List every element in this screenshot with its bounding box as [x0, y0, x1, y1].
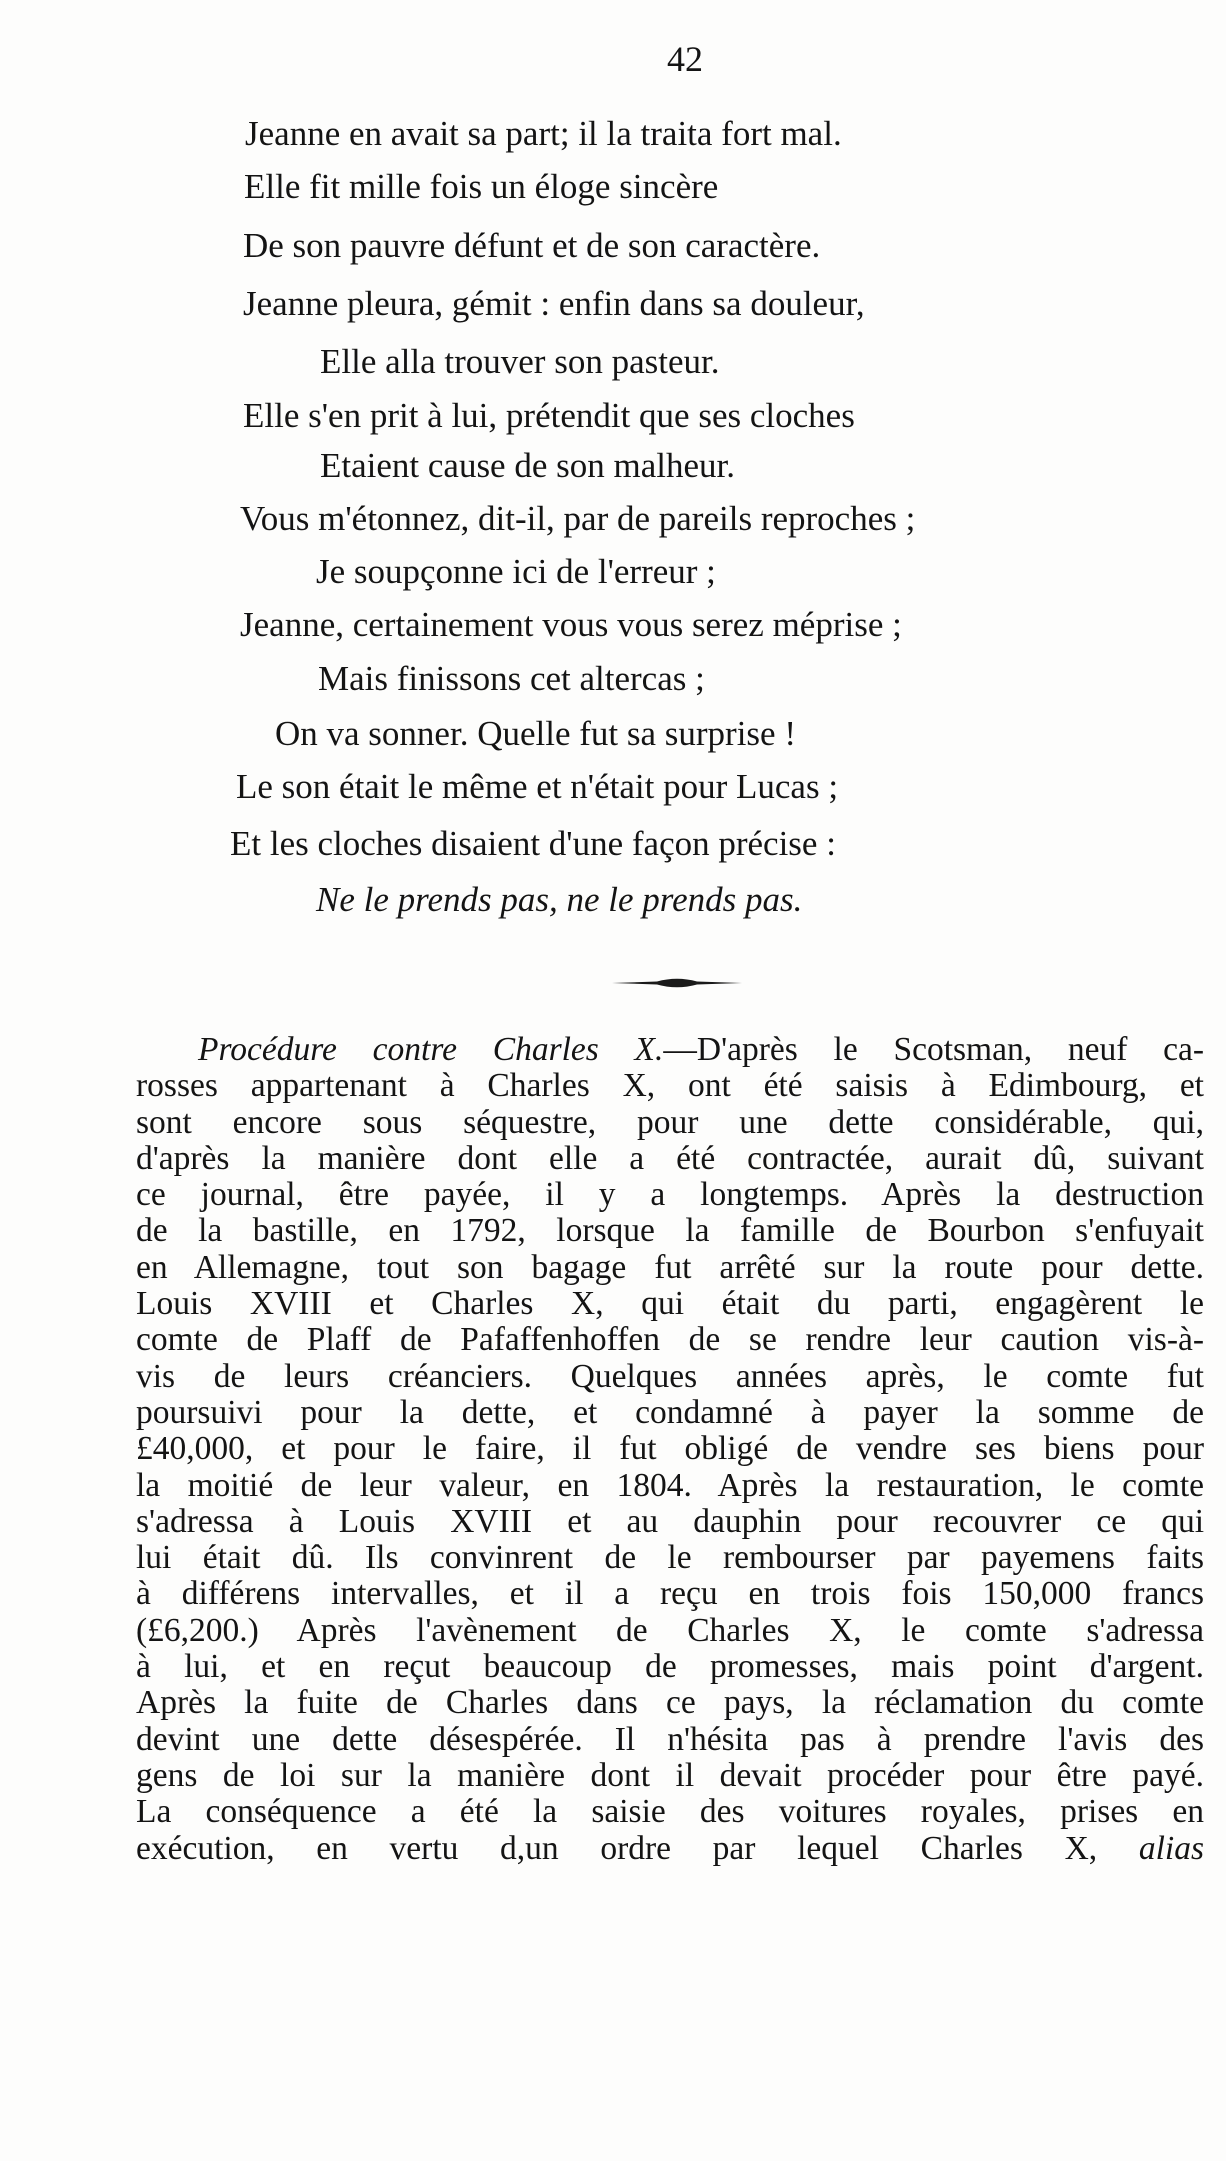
poem-refrain: Ne le prends pas, ne le prends pas. [316, 880, 803, 919]
article-line: rosses appartenant à Charles X, ont été saisis à Edimbourg, et [136, 1067, 1204, 1105]
article-line: gens de loi sur la manière dont il devait procéder pour être payé. [136, 1756, 1204, 1794]
poem-line: Jeanne, certainement vous vous serez méprise ; [240, 605, 902, 644]
poem-line: Vous m'étonnez, dit-il, par de pareils reproches ; [240, 499, 916, 538]
article-line: lui était dû. Ils convinrent de le rembourser par payemens faits [136, 1539, 1204, 1577]
article-line: vis de leurs créanciers. Quelques années après, le comte fut [136, 1357, 1204, 1395]
poem-line: On va sonner. Quelle fut sa surprise ! [275, 714, 796, 753]
poem-line: Elle s'en prit à lui, prétendit que ses cloches [243, 396, 855, 435]
poem-line: Je soupçonne ici de l'erreur ; [316, 552, 716, 591]
article-line: sont encore sous séquestre, pour une dette considérable, qui, [136, 1103, 1204, 1141]
article-text: exécution, en vertu d,un ordre par lequel Charles X, [136, 1829, 1098, 1867]
article-line: poursuivi pour la dette, et condamné à payer la somme de [136, 1393, 1204, 1431]
page-number: 42 [667, 39, 703, 79]
article-last-line [136, 1831, 1204, 1867]
news-article [136, 1032, 1204, 1867]
article-line: d'après la manière dont elle a été contractée, aurait dû, suivant [136, 1139, 1204, 1177]
article-line: en Allemagne, tout son bagage fut arrêté sur la route pour dette. [136, 1248, 1204, 1286]
poem-line: De son pauvre défunt et de son caractère. [243, 226, 821, 265]
article-text-italic: alias [1138, 1829, 1204, 1867]
section-divider-ornament [612, 975, 742, 991]
poem-line: Et les cloches disaient d'une façon précise : [230, 824, 836, 863]
article-line: s'adressa à Louis XVIII et au dauphin pour recouvrer ce qui [136, 1502, 1204, 1540]
poem-line: Elle fit mille fois un éloge sincère [244, 167, 719, 206]
article-line: de la bastille, en 1792, lorsque la famille de Bourbon s'enfuyait [136, 1212, 1204, 1250]
article-line: Après la fuite de Charles dans ce pays, la réclamation du comte [136, 1684, 1204, 1722]
article-line: Louis XVIII et Charles X, qui était du parti, engagèrent le [136, 1285, 1204, 1323]
article-heading: Procédure contre Charles X. [198, 1031, 664, 1068]
poem-line: Le son était le même et n'était pour Lucas ; [236, 767, 839, 806]
poem-line: Elle alla trouver son pasteur. [320, 342, 720, 381]
article-line: La conséquence a été la saisie des voitures royales, prises en [136, 1793, 1204, 1831]
article-line: comte de Plaff de Pafaffenhoffen de se rendre leur caution vis-à- [136, 1321, 1204, 1359]
article-line: à différens intervalles, et il a reçu en trois fois 150,000 francs [136, 1575, 1204, 1613]
article-line: la moitié de leur valeur, en 1804. Après la restauration, le comte [136, 1466, 1204, 1504]
article-line: ce journal, être payée, il y a longtemps. Après la destruction [136, 1176, 1204, 1214]
article-line: devint une dette désespérée. Il n'hésita pas à prendre l'avis des [136, 1720, 1204, 1758]
poem-line: Jeanne en avait sa part; il la traita fort mal. [245, 114, 842, 153]
article-line: (£6,200.) Après l'avènement de Charles X, le comte s'adressa [136, 1611, 1204, 1649]
poem-line: Jeanne pleura, gémit : enfin dans sa douleur, [243, 284, 865, 323]
article-line: à lui, et en reçut beaucoup de promesses, mais point d'argent. [136, 1648, 1204, 1686]
article-line: £40,000, et pour le faire, il fut obligé de vendre ses biens pour [136, 1430, 1204, 1468]
poem-line: Mais finissons cet altercas ; [318, 659, 705, 698]
poem-line: Etaient cause de son malheur. [320, 446, 735, 485]
article-first-line [136, 1032, 1204, 1068]
article-text: —D'après le Scotsman, neuf ca- [663, 1031, 1204, 1068]
